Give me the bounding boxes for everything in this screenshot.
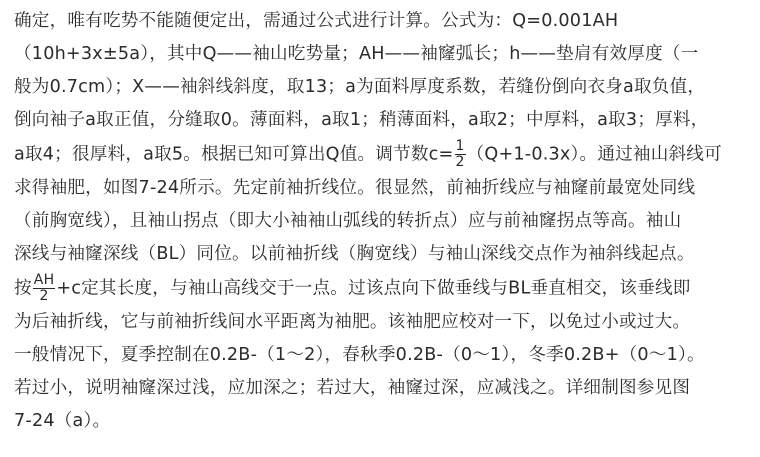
fraction-numerator: 1 xyxy=(455,139,465,154)
text-line-13: 7-24（a）。 xyxy=(14,411,111,431)
fraction-denominator: 2 xyxy=(39,288,49,303)
text-line-7: （前胸宽线），且袖山拐点（即大小袖袖山弧线的转折点）应与前袖窿拐点等高。袖山 xyxy=(14,211,682,231)
text-line-2: （10h+3x±5a），其中Q——袖山吃势量；AH——袖窿弧长；h——垫肩有效厚度（一 xyxy=(14,44,699,64)
text-line-4: 倒向袖子a取正值，分缝取0。薄面料，a取1；稍薄面料，a取2；中厚料，a取3；厚料， xyxy=(14,110,709,130)
text-line-11: 一般情况下，夏季控制在0.2B-（1～2），春秋季0.2B-（0～1），冬季0.2B+（0～1）。 xyxy=(14,345,705,365)
text-line-10: 为后袖折线，它与前袖折线间水平距离为袖肥。该袖肥应校对一下，以免过小或过大。 xyxy=(14,312,691,332)
text-line-6: 求得袖肥，如图7-24所示。先定前袖折线位。很显然，前袖折线应与袖窿前最宽处同线 xyxy=(14,178,696,198)
text-line-12: 若过小，说明袖窿深过浅，应加深之；若过大，袖窿过深，应减浅之。详细制图参见图 xyxy=(14,378,691,398)
fraction-one-half xyxy=(455,139,466,169)
fraction-numerator: AH xyxy=(33,273,55,288)
text-line-5-end: （Q+1-0.3x）。通过袖山斜线可 xyxy=(466,144,722,165)
fraction-denominator: 2 xyxy=(455,154,465,169)
text-line-3: 般为0.7cm）；X——袖斜线斜度，取13；a为面料厚度系数，若缝份倒向衣身a取负值， xyxy=(14,77,706,97)
text-line-9-start: 按 xyxy=(14,278,32,299)
text-line-8: 深线与袖窿深线（BL）同位。以前袖折线（胸宽线）与袖山深线交点作为袖斜线起点。 xyxy=(14,244,695,264)
fraction-ah-over-2 xyxy=(33,273,56,303)
text-line-1: 确定，唯有吃势不能随便定出，需通过公式进行计算。公式为：Q=0.001AH xyxy=(14,11,619,31)
text-line-5 xyxy=(14,139,748,169)
text-line-9-end: +c定其长度，与袖山高线交于一点。过该点向下做垂线与BL垂直相交，该垂线即 xyxy=(56,278,691,299)
text-line-5-start: a取4；很厚料，a取5。根据已知可算出Q值。调节数c= xyxy=(14,144,454,165)
text-line-9 xyxy=(14,273,748,303)
